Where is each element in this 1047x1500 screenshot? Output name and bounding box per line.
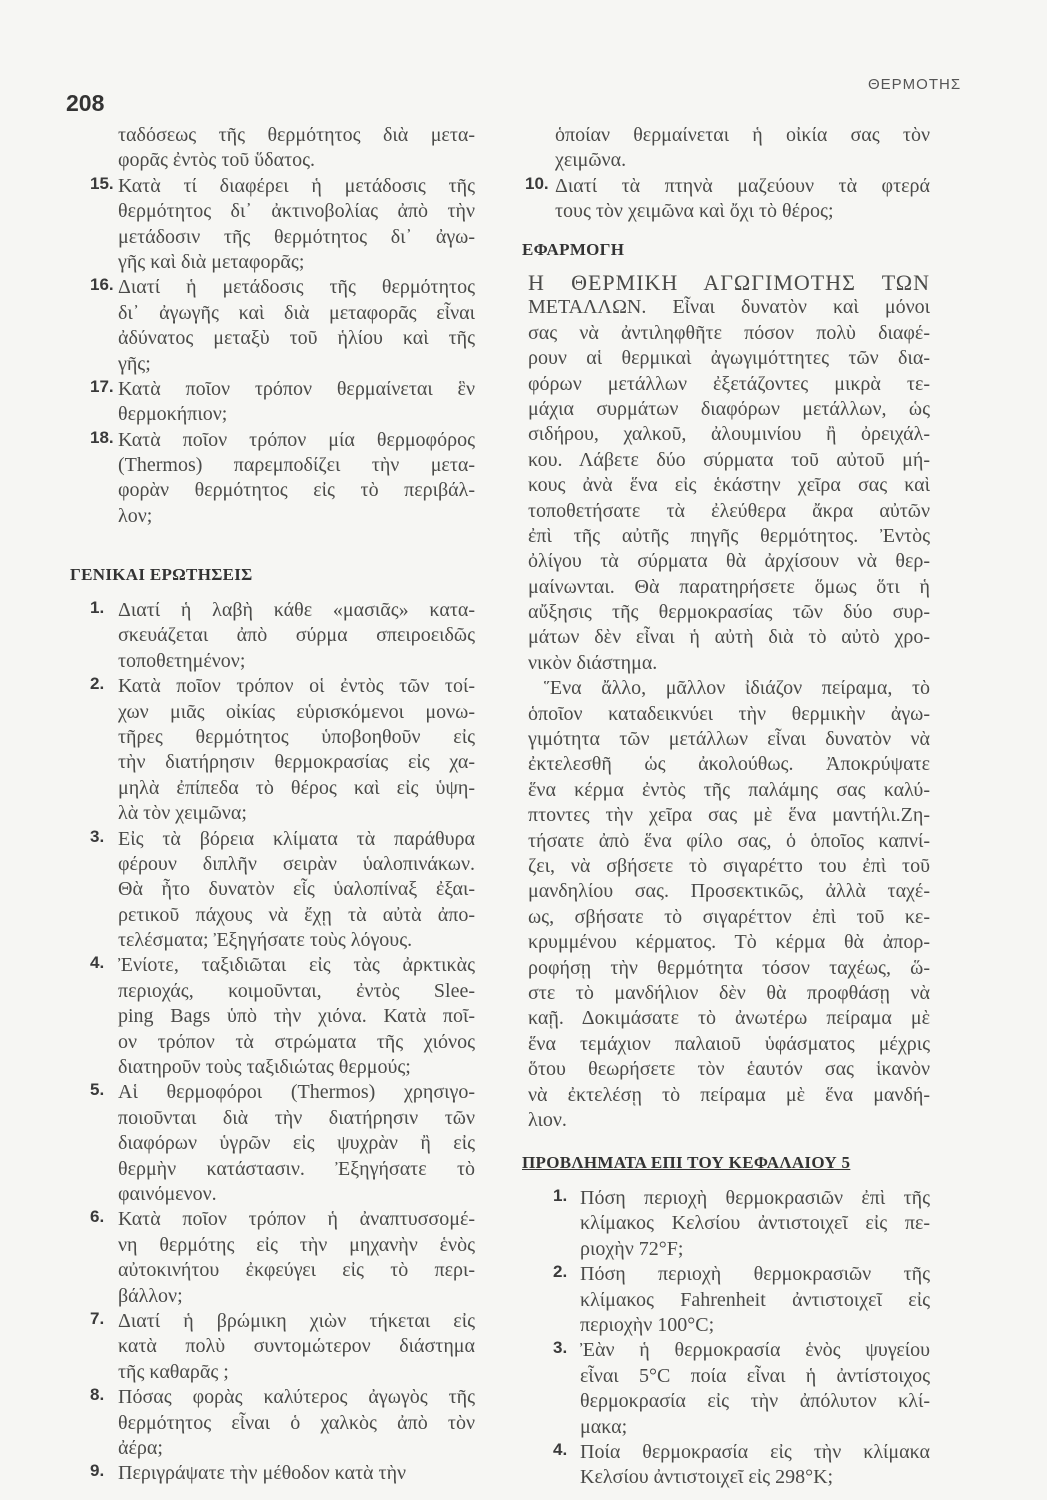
text-line: Ἕνα ἄλλο, μᾶλλον ἰδιάζον πείραμα, τὸ bbox=[544, 677, 930, 700]
general-questions-heading: ΓΕΝΙΚΑΙ ΕΡΩΤΗΣΕΙΣ bbox=[70, 565, 253, 584]
text-line: λὰ τὸν χειμῶνα; bbox=[118, 802, 247, 825]
question-item bbox=[553, 1262, 930, 1338]
text-line: Πόσας φορὰς καλύτερος ἀγωγὸς τῆς bbox=[118, 1386, 475, 1409]
text-line: ἐκτελεσθῆ ὡς ἀκολούθως. Ἀποκρύψατε bbox=[528, 753, 930, 776]
text-line: Ἐὰν ἡ θερμοκρασία ἑνὸς ψυγείου bbox=[580, 1339, 930, 1362]
text-line: ρουν αἱ θερμικαὶ ἀγωγιμόττητες τῶν δια- bbox=[528, 347, 930, 370]
text-line: τὴν διατήρησιν θερμοκρασίας εἰς χα- bbox=[118, 751, 475, 774]
application-heading: ΕΦΑΡΜΟΓΗ bbox=[522, 240, 625, 259]
text-line: κρυμμένου κέρματος. Τὸ κέρμα θὰ ἀπορ- bbox=[528, 931, 930, 954]
item-number: 3. bbox=[553, 1338, 568, 1358]
question-item bbox=[90, 275, 475, 377]
text-line: χων μιᾶς οἰκίας εὑρισκόμενοι μονω- bbox=[118, 700, 475, 723]
text-line: κατὰ πολὺ συντομώτερον διάστημα bbox=[118, 1335, 475, 1358]
question-item bbox=[90, 1080, 475, 1207]
text-line: Περιγράψατε τὴν μέθοδον κατὰ τὴν bbox=[118, 1462, 407, 1485]
text-line: γῆς; bbox=[118, 352, 151, 375]
text-line: μάτων δὲν εἶναι ἡ αὐτὴ διὰ τὸ αὐτὸ χρο- bbox=[528, 626, 930, 649]
text-line: ως, σβήσατε τὸ σιγαρέττον ἐπὶ τοῦ κε- bbox=[528, 905, 930, 928]
item-number: 1. bbox=[553, 1186, 568, 1205]
text-line: χειμῶνα. bbox=[555, 149, 627, 172]
text-line: στε τὸ μανδήλιον δὲν θὰ προφθάσῃ νὰ bbox=[528, 981, 930, 1004]
item-number: 17. bbox=[90, 376, 114, 396]
question-item bbox=[90, 953, 475, 1080]
question-item bbox=[553, 1439, 930, 1491]
text-line: νικὸν διάστημα. bbox=[528, 651, 658, 674]
text-line: αὐτοκινήτου ἐκφεύγει εἰς τὸ περι- bbox=[118, 1259, 475, 1282]
question-item bbox=[90, 427, 475, 530]
text-line: (Thermos) παρεμποδίζει τὴν μετα- bbox=[118, 454, 475, 477]
text-line: μακα; bbox=[580, 1415, 628, 1438]
text-line: φέρουν διπλῆν σειρὰν ὑαλοπινάκων. bbox=[118, 852, 475, 875]
text-line: τοποθετήσατε τὰ ἐλεύθερα ἄκρα αὐτῶν bbox=[528, 499, 930, 522]
text-line: Εἰς τὰ βόρεια κλίματα τὰ παράθυρα bbox=[118, 827, 475, 850]
text-line: διαφόρων ὑγρῶν εἰς ψυχρὰν ἢ εἰς bbox=[118, 1132, 475, 1155]
question-item bbox=[90, 1461, 475, 1486]
question-item bbox=[553, 1338, 930, 1440]
problems-heading: ΠΡΟΒΛΗΜΑΤΑ ΕΠΙ ΤΟΥ ΚΕΦΑΛΑΙΟΥ 5 bbox=[522, 1153, 851, 1172]
question-item bbox=[90, 598, 475, 674]
paragraph bbox=[528, 295, 930, 676]
text-line: ταδόσεως τῆς θερμότητος διὰ μετα- bbox=[118, 124, 475, 146]
item-number: 16. bbox=[90, 275, 114, 295]
text-line: ὁποῖον καταδεικνύει τὴν θερμικὴν ἀγω- bbox=[528, 702, 930, 725]
text-line: Κατὰ ποῖον τρόπον θερμαίνεται ἓν bbox=[118, 377, 475, 400]
text-line: σας νὰ ἀντιληφθῆτε πόσον πολὺ διαφέ- bbox=[528, 321, 930, 344]
problems-list bbox=[553, 1186, 930, 1491]
text-line: ΜΕΤΑΛΛΩΝ. Εἶναι δυνατὸν καὶ μόνοι bbox=[528, 296, 930, 319]
text-line: τῆς καθαρᾶς ; bbox=[118, 1360, 229, 1383]
text-line: Διατί ἡ μετάδοσις τῆς θερμότητος bbox=[118, 276, 475, 299]
text-line: Ἐνίοτε, ταξιδιῶται εἰς τὰς ἀρκτικὰς bbox=[118, 954, 475, 977]
item-number: 4. bbox=[90, 953, 105, 973]
question-item bbox=[90, 1207, 475, 1309]
item-number: 8. bbox=[90, 1385, 105, 1405]
question-item bbox=[90, 376, 475, 428]
text-line: Πόση περιοχὴ θερμοκρασιῶν τῆς bbox=[580, 1263, 930, 1286]
text-line: νὰ ἐκτελέσῃ τὸ πείραμα μὲ ἕνα μανδή- bbox=[528, 1083, 930, 1106]
text-line: ρετικοῦ πάχους νὰ ἔχῃ τὰ αὐτὰ ἀπο- bbox=[118, 903, 475, 926]
item-number: 2. bbox=[90, 674, 105, 694]
text-line: ὅτου θεωρήσετε τὸν ἑαυτόν σας ἱκανὸν bbox=[528, 1058, 930, 1081]
application-text bbox=[528, 270, 930, 1133]
text-line: τοποθετημένον; bbox=[118, 649, 246, 672]
item-number: 6. bbox=[90, 1207, 105, 1227]
text-line: διατηροῦν τοὺς ταξιδιώτας θερμούς; bbox=[118, 1056, 411, 1079]
text-line: φαινόμενον. bbox=[118, 1182, 217, 1205]
application-title: Η ΘΕΡΜΙΚΗ ΑΓΩΓΙΜΟΤΗΣ ΤΩΝ bbox=[528, 270, 930, 295]
text-line: τήσατε ἀπὸ ἕνα φίλο σας, ὁ ὁποῖος καπνί- bbox=[528, 829, 930, 852]
text-line: ping Bags ὑπὸ τὴν χιόνα. Κατὰ ποῖ- bbox=[118, 1005, 475, 1028]
text-line: πτοντες τὴν χεῖρα σας μὲ ἕνα μαντήλι.Ζη- bbox=[528, 804, 930, 827]
text-line: κου. Λάβετε δύο σύρματα τοῦ αὐτοῦ μή- bbox=[528, 448, 930, 471]
text-line: θερμὴν κατάστασιν. Ἐξηγήσατε τὸ bbox=[118, 1157, 475, 1180]
text-line: ριοχὴν 72°F; bbox=[580, 1237, 684, 1260]
question-item bbox=[525, 173, 930, 225]
text-line: γῆς καὶ διὰ μεταφορᾶς; bbox=[118, 250, 305, 273]
general-questions-list bbox=[90, 598, 475, 1487]
text-line: Κατὰ ποῖον τρόπον μία θερμοφόρος bbox=[118, 428, 475, 451]
text-line: καῇ. Δοκιμάσατε τὸ ἀνωτέρω πείραμα μὲ bbox=[528, 1007, 930, 1030]
text-line: ἀδύνατος μεταξὺ τοῦ ἡλίου καὶ τῆς bbox=[118, 327, 475, 350]
question-item bbox=[90, 1308, 475, 1385]
item-number: 3. bbox=[90, 826, 105, 846]
text-line: βάλλον; bbox=[118, 1284, 183, 1307]
page-number: 208 bbox=[66, 90, 105, 116]
text-line: τῆρες θερμότητος ὑποβοηθοῦν εἰς bbox=[118, 725, 475, 748]
text-line: Κατὰ ποῖον τρόπον ἡ ἀναπτυσσομέ- bbox=[118, 1208, 475, 1231]
text-line: θερμοκρασία εἰς τὴν ἀπόλυτον κλί- bbox=[580, 1390, 930, 1413]
text-line: ὀλίγου τὰ σύρματα θὰ ἀρχίσουν νὰ θερ- bbox=[528, 550, 930, 573]
text-line: Διατί ἡ βρώμικη χιὼν τήκεται εἰς bbox=[118, 1309, 475, 1332]
question-item bbox=[553, 1186, 930, 1262]
text-line: περιοχάς, κοιμοῦνται, ἐντὸς Slee- bbox=[118, 979, 475, 1002]
text-line: Κατὰ τί διαφέρει ἡ μετάδοσις τῆς bbox=[118, 174, 475, 197]
text-line: σκευάζεται ἀπὸ σύρμα σπειροειδῶς bbox=[118, 624, 475, 647]
text-line: μαίνωνται. Θὰ παρατηρήσετε ὅμως ὅτι ἡ bbox=[528, 575, 930, 598]
text-line: Ποία θερμοκρασία εἰς τὴν κλίμακα bbox=[580, 1440, 930, 1463]
text-line: Θὰ ἦτο δυνατὸν εἷς ὑαλοπίναξ ἐξαι- bbox=[118, 878, 475, 901]
text-line: μανδηλίου σας. Προσεκτικῶς, ἀλλὰ ταχέ- bbox=[528, 880, 930, 903]
text-line: μάχια συρμάτων διαφόρων μετάλλων, ὡς bbox=[528, 397, 930, 420]
item-number: 9. bbox=[90, 1461, 105, 1481]
text-line: ὁποίαν θερμαίνεται ἡ οἰκία σας τὸν bbox=[555, 124, 930, 146]
text-line: Κελσίου ἀντιστοιχεῖ εἰς 298°K; bbox=[580, 1466, 834, 1489]
text-line: Αἱ θερμοφόροι (Thermos) χρησιγο- bbox=[118, 1081, 475, 1104]
left-top-questions bbox=[90, 123, 475, 529]
text-line: ἐπὶ τῆς αὐτῆς πηγῆς θερμότητος. Ἐντὸς bbox=[528, 524, 930, 547]
item-number: 10. bbox=[525, 173, 549, 193]
continued-text bbox=[555, 123, 930, 174]
question-item bbox=[90, 173, 475, 276]
text-line: μηλὰ ἐπίπεδα τὸ θέρος καὶ εἰς ὑψη- bbox=[118, 776, 475, 799]
running-head: ΘΕΡΜΟΤΗΣ bbox=[868, 76, 962, 93]
text-line: κλίμακος Κελσίου ἀντιστοιχεῖ εἰς πε- bbox=[580, 1212, 930, 1235]
text-line: θερμότητος εἶναι ὁ χαλκὸς ἀπὸ τὸν bbox=[118, 1411, 475, 1434]
continued-text bbox=[118, 123, 475, 174]
text-line: φόρων μετάλλων ἐξετάζοντες μικρὰ τε- bbox=[528, 372, 930, 395]
question-item bbox=[90, 826, 475, 954]
text-line: φορὰν θερμότητος εἰς τὸ περιβάλ- bbox=[118, 479, 475, 502]
text-line: τους τὸν χειμῶνα καὶ ὄχι τὸ θέρος; bbox=[555, 200, 834, 223]
text-line: κους ἀνὰ ἕνα εἰς ἑκάστην χεῖρα σας καὶ bbox=[528, 474, 930, 497]
text-line: ποιοῦνται διὰ τὴν διατήρησιν τῶν bbox=[118, 1106, 475, 1129]
text-line: ἕνα κέρμα ἐντὸς τῆς παλάμης σας καλύ- bbox=[528, 778, 930, 801]
text-line: ροφήσῃ τὴν θερμότητα τόσον ταχέως, ὥ- bbox=[528, 956, 930, 979]
text-line: ἀέρα; bbox=[118, 1436, 163, 1459]
text-line: φορᾶς ἐντὸς τοῦ ὕδατος. bbox=[118, 149, 316, 172]
right-top-questions bbox=[525, 123, 930, 225]
item-number: 2. bbox=[553, 1262, 568, 1282]
text-line: ἕνα τεμάχιον παλαιοῦ ὑφάσματος μέχρις bbox=[528, 1032, 930, 1055]
question-item bbox=[90, 1385, 475, 1461]
text-line: θερμότητος δι᾽ ἀκτινοβολίας ἀπὸ τὴν bbox=[118, 200, 475, 223]
text-line: θερμοκήπιον; bbox=[118, 403, 228, 426]
text-line: μετάδοσιν τῆς θερμότητος δι᾽ ἀγω- bbox=[118, 225, 475, 248]
item-number: 7. bbox=[90, 1308, 105, 1328]
item-number: 5. bbox=[90, 1080, 105, 1100]
item-number: 18. bbox=[90, 427, 114, 447]
question-item bbox=[90, 674, 475, 826]
paragraph bbox=[528, 676, 930, 1133]
text-line: Διατί ἡ λαβὴ κάθε «μασιᾶς» κατα- bbox=[118, 599, 475, 621]
text-line: περιοχὴν 100°C; bbox=[580, 1313, 715, 1336]
text-line: εἶναι 5°C ποία εἶναι ἡ ἀντίστοιχος bbox=[580, 1364, 930, 1387]
text-line: γιμότητα τῶν μετάλλων εἶναι δυνατὸν νὰ bbox=[528, 728, 930, 751]
text-line: Κατὰ ποῖον τρόπον οἱ ἐντὸς τῶν τοί- bbox=[118, 675, 475, 698]
text-line: Πόση περιοχὴ θερμοκρασιῶν ἐπὶ τῆς bbox=[580, 1187, 930, 1209]
text-line: ον τρόπον τὰ στρώματα τῆς χιόνος bbox=[118, 1030, 475, 1053]
text-line: τελέσματα; Ἐξηγήσατε τοὺς λόγους. bbox=[118, 929, 413, 952]
text-line: Διατί τὰ πτηνὰ μαζεύουν τὰ φτερά bbox=[555, 174, 930, 197]
text-line: αὔξησις τῆς θερμοκρασίας τῶν δύο συρ- bbox=[528, 601, 930, 624]
text-line: δι᾽ ἀγωγῆς καὶ διὰ μεταφορᾶς εἶναι bbox=[118, 301, 475, 324]
item-number: 4. bbox=[553, 1439, 568, 1459]
text-line: λιον. bbox=[528, 1108, 567, 1131]
text-line: ζει, νὰ σβήσετε τὸ σιγαρέττο του ἐπὶ τοῦ bbox=[528, 854, 930, 877]
text-line: νη θερμότης εἰς τὴν μηχανὴν ἑνὸς bbox=[118, 1233, 475, 1256]
item-number: 15. bbox=[90, 173, 114, 193]
text-line: κλίμακος Fahrenheit ἀντιστοιχεῖ εἰς bbox=[580, 1288, 930, 1311]
item-number: 1. bbox=[90, 598, 105, 617]
text-line: λον; bbox=[118, 504, 153, 527]
text-line: σιδήρου, χαλκοῦ, ἀλουμινίου ἢ ὀρειχάλ- bbox=[528, 423, 930, 446]
